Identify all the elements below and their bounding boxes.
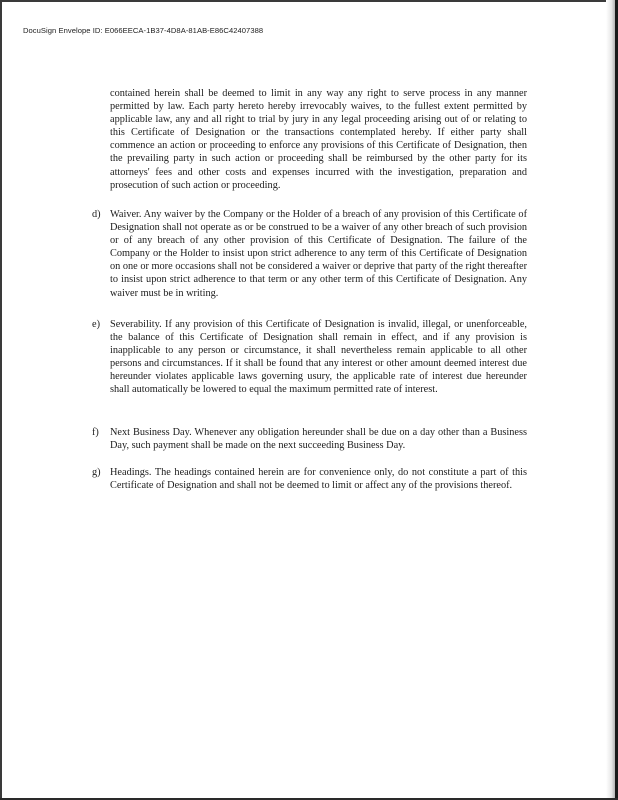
docusign-envelope-id: DocuSign Envelope ID: E066EECA-1B37-4D8A-81AB-E86C42407388 [23,26,264,35]
section-waiver [92,208,527,300]
scan-border-left [0,0,2,800]
section-next-business-day [92,426,527,452]
scan-shadow-right [606,0,615,800]
section-marker: e) [92,319,100,330]
section-headings [92,466,527,492]
continuation-paragraph: contained herein shall be deemed to limit in any way any right to serve process in any manner permitted by law. Each party hereto hereby irrevocably waives, to the fullest extent permitted by applicable law, any and all right to trial by jury in any legal proceeding arising out of or relating to this Certificate of Designation or the transactions contemplated hereby. If either party shall commence an action or proceeding to enforce any provisions of this Certificate of Designation, then the prevailing party in such action or proceeding shall be reimbursed by the other party for its attorneys' fees and other costs and expenses incurred with the investigation, preparation and prosecution of such action or proceeding. [110,88,527,191]
section-marker: f) [92,427,99,438]
section-marker: d) [92,209,101,220]
section-marker: g) [92,467,101,478]
section-text: Waiver. Any waiver by the Company or the Holder of a breach of any provision of this Certificate of Designation shall not operate as or be construed to be a waiver of any other breach of such provision or of any breach of any other provision of this Certificate of Designation. The failure of the Company or the Holder to insist upon strict adherence to any term of this Certificate of Designation on one or more occasions shall not be considered a waiver or deprive that party of the right thereafter to insist upon strict adherence to that term or any other term of this Certificate of Designation. Any waiver must be in writing. [110,209,527,299]
section-severability [92,318,527,397]
section-text: Severability. If any provision of this Certificate of Designation is invalid, illegal, or unenforceable, the balance of this Certificate of Designation shall remain in effect, and if any provision is inapplicable to any person or circumstance, it shall nevertheless remain applicable to all other persons and circumstances. If it shall be found that any interest or other amount deemed interest due hereunder violates applicable laws governing usury, the applicable rate of interest due hereunder shall automatically be lowered to equal the maximum permitted rate of interest. [110,319,527,396]
section-text: Next Business Day. Whenever any obligation hereunder shall be due on a day other than a Business Day, such payment shall be made on the next succeeding Business Day. [110,427,527,452]
scan-border-top [0,0,618,2]
section-text: Headings. The headings contained herein are for convenience only, do not constitute a part of this Certificate of Designation and shall not be deemed to limit or affect any of the provisions thereof. [110,467,527,492]
